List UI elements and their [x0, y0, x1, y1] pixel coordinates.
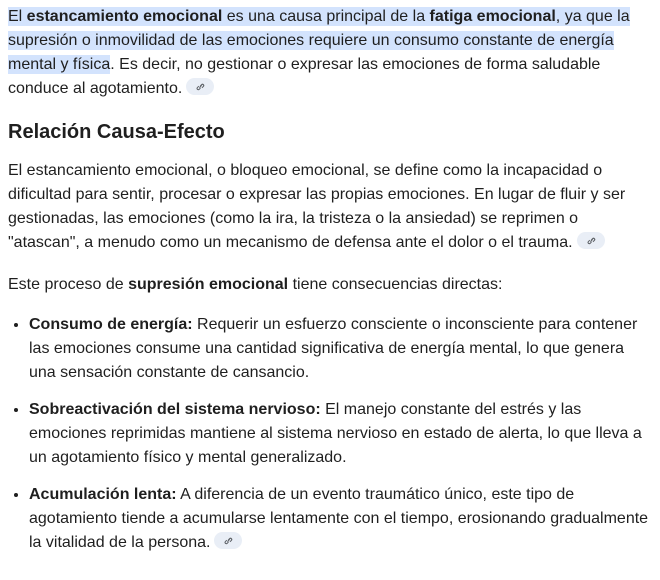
process-paragraph: Este proceso de supresión emocional tiene consecuencias directas: — [8, 276, 503, 293]
bold-term: supresión emocional — [128, 276, 289, 293]
link-icon — [585, 235, 597, 247]
list-item: • Acumulación lenta: A diferencia de un evento traumático único, este tipo de agotamiento tiende a acumularse lentamente con el tiempo, erosionando gradualmente la vitalidad de la persona. — [29, 483, 652, 555]
list-item: • Consumo de energía: Requerir un esfuerzo consciente o inconsciente para contener las emociones consume una cantidad significativa de energía mental, lo que genera una sensación constante de cansancio. — [29, 313, 652, 385]
consequences-list — [8, 313, 652, 555]
definition-paragraph: El estancamiento emocional, o bloqueo emocional, se define como la incapacidad o dificultad para sentir, procesar o expresar las propias emociones. En lugar de fluir y ser gestionadas, las emociones (como la ira, la tristeza o la ansiedad) se reprimen o "atascan", a menudo como un mecanismo de defensa ante el dolor o el trauma. — [8, 162, 626, 251]
highlighted-text: El estancamiento emocional es una causa principal de la fatiga emocional, ya que la supresión o inmovilidad de las emociones requiere un consumo constante de energía mental y física — [8, 8, 630, 73]
list-item: • Sobreactivación del sistema nervioso: El manejo constante del estrés y las emociones reprimidas mantiene al sistema nervioso en estado de alerta, lo que lleva a un agotamiento físico y mental generalizado. — [29, 398, 652, 470]
section-heading: Relación Causa-Efecto — [8, 121, 225, 143]
source-link-chip[interactable] — [577, 232, 605, 249]
link-icon — [222, 535, 234, 547]
bold-term: fatiga emocional — [429, 8, 556, 25]
bold-term: estancamiento emocional — [26, 8, 223, 25]
intro-paragraph: El estancamiento emocional es una causa principal de la fatiga emocional, ya que la supresión o inmovilidad de las emociones requiere un consumo constante de energía mental y física. Es decir, no gestionar o expresar las emociones de forma saludable conduce al agotamiento. — [8, 8, 630, 97]
source-link-chip[interactable] — [214, 532, 242, 549]
link-icon — [194, 81, 206, 93]
source-link-chip[interactable] — [186, 78, 214, 95]
